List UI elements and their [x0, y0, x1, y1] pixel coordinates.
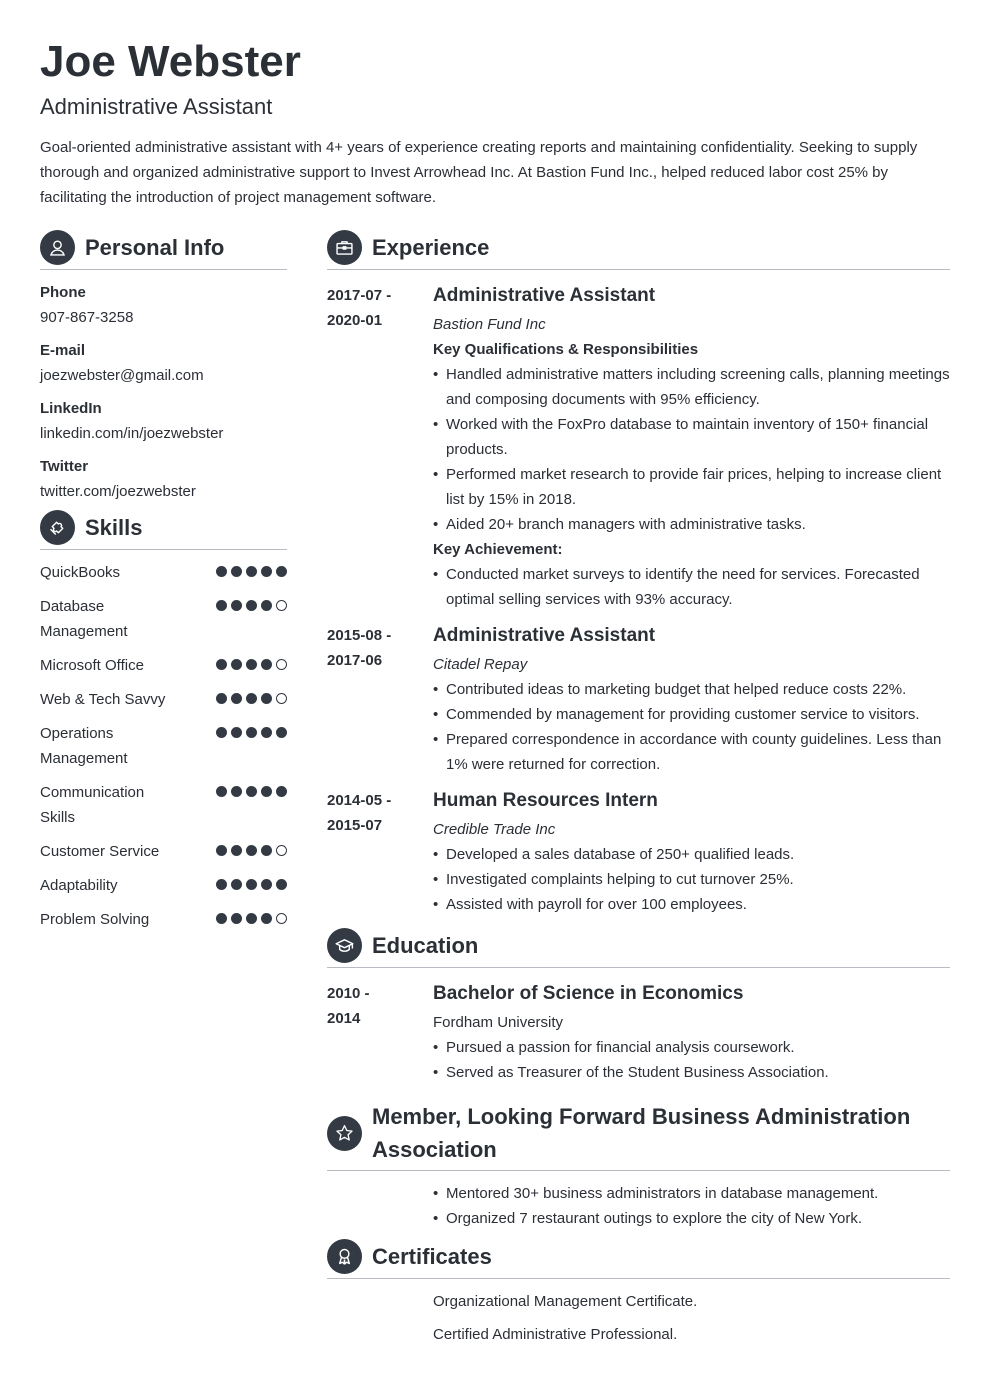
job-entry	[327, 788, 950, 917]
star-icon	[327, 1116, 362, 1151]
rating-dot-filled	[216, 659, 227, 670]
skill-rating	[216, 873, 287, 890]
rating-dot-filled	[231, 693, 242, 704]
email-value: joezwebster@gmail.com	[40, 367, 204, 384]
job-body	[433, 623, 950, 777]
twitter-label: Twitter	[40, 458, 89, 475]
rating-dot-filled	[231, 913, 242, 924]
user-icon	[40, 230, 75, 265]
skill-name: Database Management	[40, 598, 128, 640]
rating-dot-filled	[231, 566, 242, 577]
rating-dot-filled	[261, 566, 272, 577]
list-item: • Commended by management for providing customer service to visitors.	[433, 702, 950, 727]
job-achievement-heading: Key Achievement:	[433, 541, 563, 558]
skill-rating	[216, 560, 287, 577]
job-date-start: 2017-07 -	[327, 287, 392, 304]
rating-dot-empty	[276, 659, 287, 670]
rating-dot-filled	[276, 727, 287, 738]
list-item: • Investigated complaints helping to cut turnover 25%.	[433, 867, 950, 892]
personal-info-list	[40, 280, 287, 504]
job-entry	[327, 283, 950, 612]
rating-dot-filled	[261, 845, 272, 856]
job-dates	[327, 788, 433, 917]
job-date-end: 2017-06	[327, 652, 383, 669]
job-date-start: 2015-08 -	[327, 627, 392, 644]
list-item: • Contributed ideas to marketing budget that helped reduce costs 22%.	[433, 677, 950, 702]
skills-header	[40, 510, 287, 550]
job-body	[433, 788, 950, 917]
job-company: Credible Trade Inc	[433, 821, 556, 838]
rating-dot-empty	[276, 913, 287, 924]
job-date-end: 2020-01	[327, 312, 383, 329]
job-role: Human Resources Intern	[433, 790, 658, 811]
list-item: • Worked with the FoxPro database to maintain inventory of 150+ financial products.	[433, 412, 950, 462]
skill-row	[40, 907, 287, 932]
rating-dot-filled	[261, 600, 272, 611]
skill-name: Adaptability	[40, 877, 118, 894]
certificates-title: Certificates	[372, 1243, 492, 1269]
rating-dot-filled	[231, 845, 242, 856]
certificate-item: Certified Administrative Professional.	[433, 1326, 678, 1343]
membership-entry	[327, 1181, 950, 1231]
certificates-entry	[327, 1289, 950, 1355]
rating-dot-filled	[231, 600, 242, 611]
rating-dot-filled	[261, 727, 272, 738]
email-label: E-mail	[40, 342, 86, 359]
list-item: • Prepared correspondence in accordance with county guidelines. Less than 1% were returned for correction.	[433, 727, 950, 777]
job-dates	[327, 283, 433, 612]
job-bullets	[433, 677, 950, 777]
rating-dot-filled	[246, 659, 257, 670]
education-date-end: 2014	[327, 1010, 361, 1027]
rating-dot-filled	[246, 566, 257, 577]
rating-dot-filled	[246, 913, 257, 924]
rating-dot-filled	[216, 845, 227, 856]
skill-rating	[216, 594, 287, 611]
skill-row	[40, 873, 287, 898]
certificates-date-spacer	[327, 1289, 433, 1355]
skill-rating	[216, 687, 287, 704]
rating-dot-filled	[231, 879, 242, 890]
candidate-title: Administrative Assistant	[40, 94, 273, 119]
puzzle-icon	[40, 510, 75, 545]
skill-row	[40, 721, 287, 771]
skill-name: Customer Service	[40, 843, 160, 860]
rating-dot-filled	[276, 566, 287, 577]
linkedin-label: LinkedIn	[40, 400, 102, 417]
skill-name: Operations Management	[40, 725, 128, 767]
list-item: • Handled administrative matters including screening calls, planning meetings and composing documents with 95% efficiency.	[433, 362, 950, 412]
skill-name: QuickBooks	[40, 564, 121, 581]
job-entry	[327, 623, 950, 777]
list-item: • Served as Treasurer of the Student Business Association.	[433, 1060, 950, 1085]
skill-name: Web & Tech Savvy	[40, 691, 166, 708]
phone-label: Phone	[40, 284, 86, 301]
rating-dot-filled	[246, 786, 257, 797]
rating-dot-filled	[261, 659, 272, 670]
skill-row	[40, 687, 287, 712]
experience-header	[327, 230, 950, 270]
education-body	[433, 981, 950, 1085]
candidate-name: Joe Webster	[40, 37, 301, 86]
phone-value: 907-867-3258	[40, 309, 134, 326]
certificate-item: Organizational Management Certificate.	[433, 1293, 698, 1310]
education-date-start: 2010 -	[327, 985, 370, 1002]
list-item: • Conducted market surveys to identify the need for services. Forecasted optimal selling services with 93% accuracy.	[433, 562, 950, 612]
rating-dot-filled	[246, 600, 257, 611]
rating-dot-filled	[216, 727, 227, 738]
skill-name: Microsoft Office	[40, 657, 144, 674]
membership-body	[433, 1181, 950, 1231]
skill-row	[40, 653, 287, 678]
rating-dot-filled	[261, 786, 272, 797]
job-role: Administrative Assistant	[433, 285, 656, 306]
job-date-start: 2014-05 -	[327, 792, 392, 809]
rating-dot-filled	[261, 879, 272, 890]
rating-dot-filled	[216, 913, 227, 924]
list-item: • Developed a sales database of 250+ qualified leads.	[433, 842, 950, 867]
job-achievements	[433, 562, 950, 612]
list-item: • Organized 7 restaurant outings to explore the city of New York.	[433, 1206, 950, 1231]
list-item: • Pursued a passion for financial analysis coursework.	[433, 1035, 950, 1060]
left-column	[40, 230, 287, 941]
rating-dot-empty	[276, 600, 287, 611]
briefcase-icon	[327, 230, 362, 265]
rating-dot-empty	[276, 693, 287, 704]
education-bullets	[433, 1035, 950, 1085]
rating-dot-filled	[216, 566, 227, 577]
linkedin-value: linkedin.com/in/joezwebster	[40, 425, 224, 442]
education-title: Education	[372, 932, 479, 958]
education-dates	[327, 981, 433, 1085]
job-body	[433, 283, 950, 612]
list-item: • Aided 20+ branch managers with administrative tasks.	[433, 512, 950, 537]
skill-rating	[216, 907, 287, 924]
skill-rating	[216, 653, 287, 670]
right-column	[327, 230, 950, 1355]
education-school: Fordham University	[433, 1014, 564, 1031]
rating-dot-filled	[231, 727, 242, 738]
skill-rating	[216, 780, 287, 797]
rating-dot-filled	[216, 600, 227, 611]
rating-dot-filled	[231, 786, 242, 797]
job-qualifications-heading: Key Qualifications & Responsibilities	[433, 341, 699, 358]
personal-info-header	[40, 230, 287, 270]
job-bullets	[433, 362, 950, 537]
rating-dot-filled	[261, 913, 272, 924]
skill-name: Communication Skills	[40, 784, 145, 826]
skill-row	[40, 780, 287, 830]
certificates-header	[327, 1239, 950, 1279]
membership-title: Member, Looking Forward Business Administration Association	[372, 1104, 911, 1162]
membership-header	[327, 1100, 950, 1171]
rating-dot-filled	[216, 879, 227, 890]
rating-dot-filled	[246, 845, 257, 856]
skills-title: Skills	[85, 514, 143, 540]
skills-list	[40, 560, 287, 932]
rating-dot-filled	[276, 879, 287, 890]
experience-title: Experience	[372, 234, 490, 260]
membership-date-spacer	[327, 1181, 433, 1231]
rating-dot-filled	[261, 693, 272, 704]
job-date-end: 2015-07	[327, 817, 383, 834]
rating-dot-filled	[231, 659, 242, 670]
rating-dot-filled	[246, 693, 257, 704]
education-header	[327, 928, 950, 968]
job-bullets	[433, 842, 950, 917]
summary-paragraph: Goal-oriented administrative assistant with 4+ years of experience creating reports and maintaining confidentiality. Seeking to supply thorough and organized administrative support to Invest Arrowhead Inc. At Bastion Fund Inc., helped reduced labor cost 25% by facilitating the introduction of project management software.	[40, 139, 918, 206]
skill-rating	[216, 721, 287, 738]
skill-row	[40, 839, 287, 864]
graduation-cap-icon	[327, 928, 362, 963]
rating-dot-filled	[216, 693, 227, 704]
personal-info-title: Personal Info	[85, 234, 225, 260]
award-ribbon-icon	[327, 1239, 362, 1274]
job-role: Administrative Assistant	[433, 625, 656, 646]
list-item: • Performed market research to provide fair prices, helping to increase client list by 15% in 2018.	[433, 462, 950, 512]
job-company: Citadel Repay	[433, 656, 528, 673]
education-entry	[327, 981, 950, 1085]
list-item: • Mentored 30+ business administrators in database management.	[433, 1181, 950, 1206]
skill-row	[40, 594, 287, 644]
certificates-body	[433, 1289, 950, 1355]
job-dates	[327, 623, 433, 777]
rating-dot-empty	[276, 845, 287, 856]
rating-dot-filled	[216, 786, 227, 797]
rating-dot-filled	[246, 879, 257, 890]
education-degree: Bachelor of Science in Economics	[433, 983, 744, 1004]
twitter-value: twitter.com/joezwebster	[40, 483, 196, 500]
skill-name: Problem Solving	[40, 911, 150, 928]
rating-dot-filled	[246, 727, 257, 738]
job-company: Bastion Fund Inc	[433, 316, 546, 333]
list-item: • Assisted with payroll for over 100 employees.	[433, 892, 950, 917]
membership-bullets	[433, 1181, 950, 1231]
rating-dot-filled	[276, 786, 287, 797]
skill-row	[40, 560, 287, 585]
skill-rating	[216, 839, 287, 856]
